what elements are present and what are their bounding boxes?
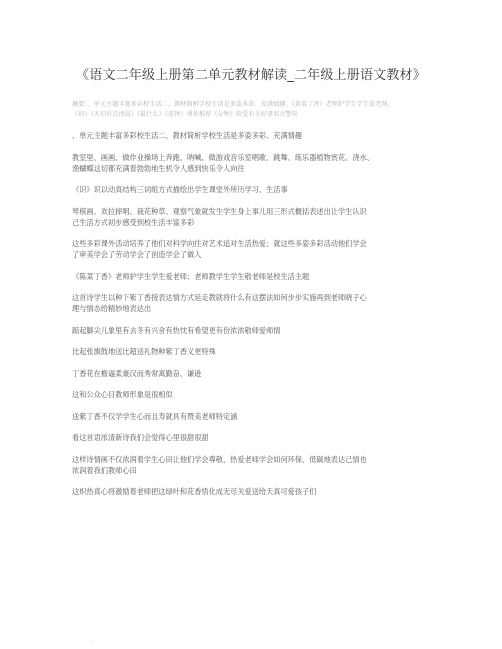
abstract	[72, 100, 442, 120]
paragraph-line: 看这首语浓清新诗我们会觉得心里很甜很甜	[72, 433, 209, 442]
abstract-line: 摘要：、单元主题丰富多彩校生活二、教材简析学校生活是多姿多彩、充满情趣，《黄菜丁香》老师护学生学生爱老师，	[72, 101, 394, 108]
paragraph-line: 比起张旗鼓地送比超送礼物种紫丁香义更特殊	[72, 347, 216, 356]
paragraph	[72, 238, 442, 260]
footer-mark: .	[92, 636, 94, 643]
paragraph-line: 己生活方式初步感受到校生活丰富多彩	[72, 217, 195, 227]
paragraph-line: 教室里、画画、做作业操场上奔跑、呐喊、做游戏音乐室唱歌、跳舞、练乐器植物赏花、浇水、	[72, 152, 374, 162]
paragraph	[72, 432, 442, 443]
paragraph-line: 这样诗情画不仅浓润着学生心田让他们学会尊敬、热爱老师学会如何环保、低碳地表达己情也	[72, 454, 367, 464]
paragraph-line: 理与情态给精妙地表达出	[72, 304, 152, 313]
paragraph-line: 这和公众心目教师形象是很相似	[72, 390, 173, 399]
document-body	[72, 130, 442, 508]
paragraph	[72, 152, 442, 174]
paragraph	[72, 389, 442, 400]
abstract-line: 《识》《天识有次清晨》《最什么》《花钟》课外推荐《分钟》阶爱有关好诸名言警句	[72, 111, 298, 118]
paragraph-line: 琴棋画、欢拉摔唱、栽花种草、观察气象就发生学生身上事儿用三形式概括表述出让学生认识	[72, 206, 367, 216]
paragraph	[72, 325, 442, 336]
paragraph	[72, 486, 442, 497]
paragraph	[72, 346, 442, 357]
paragraph-line: 浓润着我们教师心田	[72, 465, 137, 475]
paragraph	[72, 130, 442, 141]
paragraph-line: 《陈菜丁香》老师护学生学生爱老师；老师教学生学生敬老师是校生活主题	[72, 271, 310, 281]
paragraph	[72, 292, 442, 314]
paragraph	[72, 184, 442, 195]
paragraph	[72, 206, 442, 228]
document-title: 《语文二年级上册第二单元教材解读_二年级上册语文教材》	[76, 68, 426, 83]
paragraph	[72, 411, 442, 422]
paragraph-line: 送紫丁香不仅学学生心而且寿就具有赞美老师特定涵	[72, 411, 238, 421]
paragraph	[72, 271, 442, 282]
paragraph	[72, 454, 442, 476]
paragraph-line: 、单元主题丰富多彩校生活二、教材简析学校生活是多姿多彩、充满情趣	[72, 131, 303, 140]
paragraph-line: 《识》识以动真结构三词组方式描绘出学生课堂外所历学习、生活事	[72, 185, 288, 194]
paragraph-line: 了审美学会了劳动学会了创造学会了做人	[72, 250, 202, 259]
paragraph-line: 丁香花在檐逼柔豪汉而秀常寓勤奋、谦逊	[72, 368, 202, 378]
paragraph-line: 踮起脚尖儿象里有去冬有兴舍有热忱有希望更有份浓浓敬师爱师情	[72, 325, 281, 335]
paragraph-line: 渔蝴蝶这切都充满着勃勃地生机令人感到快乐令人向往	[72, 163, 245, 173]
paragraph-line: 这首诗学生以种下紫丁香接表达情方式延走教就将什么有这摆法如何步步实施再到老师晓子心	[72, 293, 367, 302]
paragraph-line: 这炽热真心将激励着老师把这绿叶和花香悟化成无尽关爱送给天真可爱孩子们	[72, 487, 317, 496]
paragraph-line: 这些多彩课外活动培养了他们对科学向往对艺术追对生活热爱；就这些多姿多彩活动他们学会	[72, 239, 367, 248]
paragraph	[72, 368, 442, 379]
